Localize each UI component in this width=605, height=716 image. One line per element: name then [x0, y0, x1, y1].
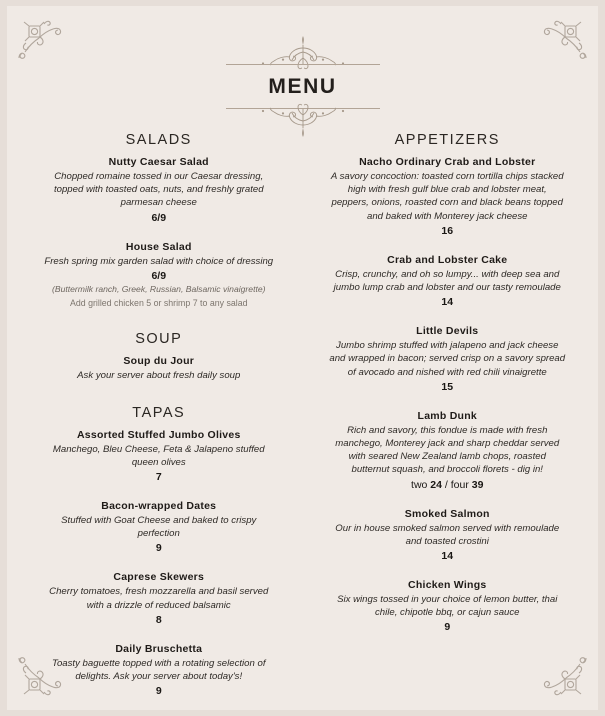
menu-item-price: 8	[155, 613, 162, 626]
menu-item-description: Rich and savory, this fondue is made with fresh manchego, Monterey jack and sharp cheddar served with seared New Zealand lamb chops, roasted butternut squash, and broccoli florets - dig in!	[335, 424, 560, 476]
menu-item-price: 16	[441, 224, 454, 237]
menu-item-name: Bacon-wrapped Dates	[101, 499, 217, 512]
menu-item-name: Caprese Skewers	[113, 571, 205, 584]
menu-item	[41, 499, 277, 556]
menu-item-price: 14	[441, 296, 454, 309]
menu-page	[7, 6, 598, 710]
menu-item-name: Assorted Stuffed Jumbo Olives	[76, 428, 241, 441]
menu-column-right	[303, 132, 599, 649]
menu-item-name: Soup du Jour	[123, 355, 195, 368]
menu-item-description: A savory concoction: toasted corn tortilla chips stacked high with fresh gulf blue crab and lobster meat, peppers, onions, roasted corn and black beans topped and baked with Monterey jack cheese	[330, 171, 564, 222]
menu-item	[41, 428, 277, 485]
menu-item-price: 15	[441, 380, 454, 393]
menu-item	[41, 240, 277, 310]
menu-item-description: Cherry tomatoes, fresh mozzarella and basil served with a drizzle of reduced balsamic	[49, 586, 269, 611]
menu-item-price: 7	[155, 470, 162, 483]
menu-item-description: Manchego, Bleu Cheese, Feta & Jalapeno stuffed queen olives	[52, 443, 265, 468]
section-heading-appetizers: APPETIZERS	[394, 132, 500, 148]
price-label-four: four	[450, 478, 472, 491]
menu-item-description: Jumbo shrimp stuffed with jalapeno and jack cheese and wrapped in bacon; served crisp on a savory spread of avocado and nished with red chili vinaigrette	[329, 340, 566, 378]
menu-item-name: Lamb Dunk	[417, 409, 477, 422]
menu-item-price: 14	[441, 550, 454, 563]
menu-item-name: Nutty Caesar Salad	[108, 156, 209, 168]
section-heading-salads: SALADS	[125, 132, 192, 148]
menu-item-name: House Salad	[125, 240, 192, 253]
price-value-two: 24	[430, 478, 442, 491]
menu-item-price: 9	[444, 621, 451, 634]
menu-item-description: Ask your server about fresh daily soup	[77, 370, 241, 382]
price-label-two: two	[411, 478, 431, 491]
menu-item-description: Chopped romaine tossed in our Caesar dressing, topped with toasted oats, nuts, and freshly grated parmesan cheese	[53, 171, 264, 209]
menu-column-left	[7, 132, 303, 710]
menu-item-price: 6/9	[151, 269, 167, 282]
menu-item-price-tiered	[329, 478, 567, 493]
menu-item-description: Crisp, crunchy, and oh so lumpy... with deep sea and jumbo lump crab and lobster and our tasty remoulade	[333, 268, 561, 294]
menu-item	[329, 578, 567, 635]
menu-item	[329, 324, 567, 395]
menu-item-description: Six wings tossed in your choice of lemon butter, thai chile, chipotle bbq, or cajun sauce	[337, 594, 558, 619]
menu-item	[41, 642, 277, 699]
menu-item	[329, 409, 567, 493]
menu-item	[329, 253, 567, 310]
menu-item-name: Chicken Wings	[408, 579, 487, 592]
menu-item-addon-note: Add grilled chicken 5 or shrimp 7 to any salad	[70, 298, 248, 309]
menu-item	[41, 354, 277, 382]
menu-item-dressing-note: (Buttermilk ranch, Greek, Russian, Balsamic vinaigrette)	[52, 283, 266, 294]
section-heading-tapas: TAPAS	[132, 404, 186, 421]
menu-masthead	[7, 34, 598, 141]
menu-item-description: Our in house smoked salmon served with remoulade and toasted crostini	[335, 522, 560, 547]
menu-item-description: Fresh spring mix garden salad with choice of dressing	[44, 255, 274, 267]
menu-item-description: Toasty baguette topped with a rotating selection of delights. Ask your server about today's!	[51, 657, 266, 682]
menu-item-name: Little Devils	[416, 325, 479, 338]
filigree-flourish-top-icon	[208, 34, 398, 72]
menu-item	[41, 570, 277, 627]
menu-item-price: 9	[155, 685, 162, 698]
menu-columns	[7, 132, 598, 710]
menu-item-price: 9	[155, 542, 162, 555]
section-heading-soup: SOUP	[135, 331, 183, 348]
menu-item-description: Stuffed with Goat Cheese and baked to crispy perfection	[61, 514, 257, 540]
menu-item-name: Crab and Lobster Cake	[387, 253, 508, 266]
menu-item-name: Daily Bruschetta	[115, 642, 203, 655]
page-title: MENU	[268, 75, 337, 98]
menu-item	[329, 507, 567, 564]
price-separator: /	[441, 478, 451, 491]
menu-item	[329, 155, 567, 239]
menu-item-name: Smoked Salmon	[404, 507, 490, 520]
menu-item	[41, 155, 277, 226]
menu-item-price: 6/9	[151, 211, 167, 224]
price-value-four: 39	[471, 478, 484, 491]
menu-item-name: Nacho Ordinary Crab and Lobster	[359, 156, 536, 168]
